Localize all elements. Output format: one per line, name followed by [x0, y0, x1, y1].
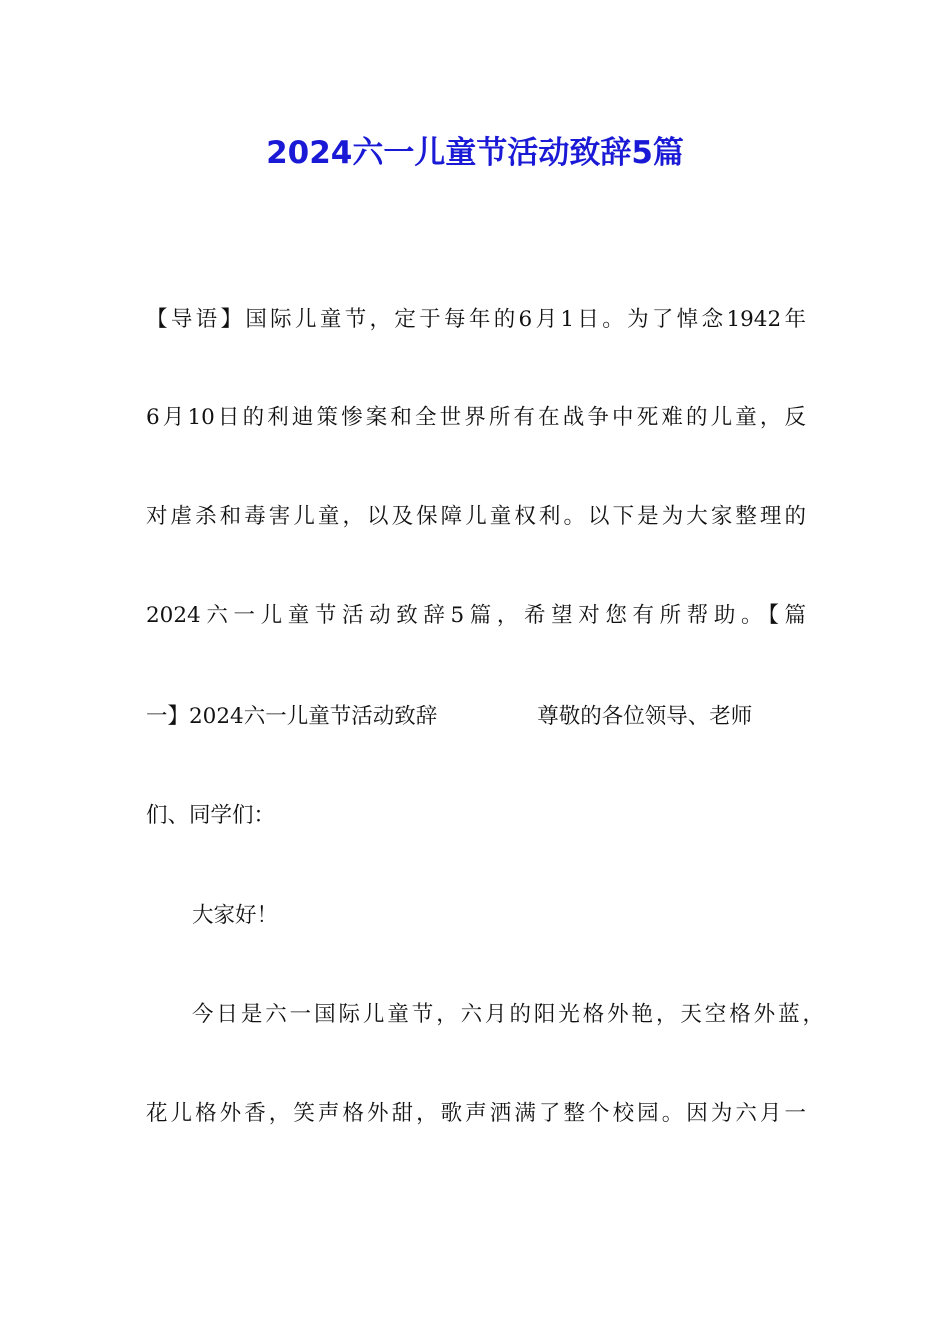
- greeting-line: 大家好！: [192, 903, 279, 928]
- document-title: 2024六一儿童节活动致辞5篇: [266, 135, 684, 171]
- paragraph-line-4: 2024六一儿童节活动致辞5篇，希望对您有所帮助。【篇: [146, 603, 806, 628]
- paragraph-line-2: 6月10日的利迪策惨案和全世界所有在战争中死难的儿童，反: [146, 405, 806, 430]
- paragraph-line-3: 对虐杀和毒害儿童，以及保障儿童权利。以下是为大家整理的: [146, 504, 806, 529]
- paragraph-line-6: 们、同学们：: [146, 803, 276, 828]
- paragraph-line-8: 今日是六一国际儿童节，六月的阳光格外艳，天空格外蓝，: [192, 1002, 824, 1027]
- salutation-start: 尊敬的各位领导、老师: [537, 704, 753, 729]
- section-heading: 一】2024六一儿童节活动致辞: [146, 704, 438, 729]
- paragraph-line-5: [146, 697, 806, 737]
- paragraph-line-9: 花儿格外香，笑声格外甜，歌声洒满了整个校园。因为六月一: [146, 1101, 806, 1126]
- paragraph-line-1: 【导语】国际儿童节，定于每年的6月1日。为了悼念1942年: [146, 307, 806, 332]
